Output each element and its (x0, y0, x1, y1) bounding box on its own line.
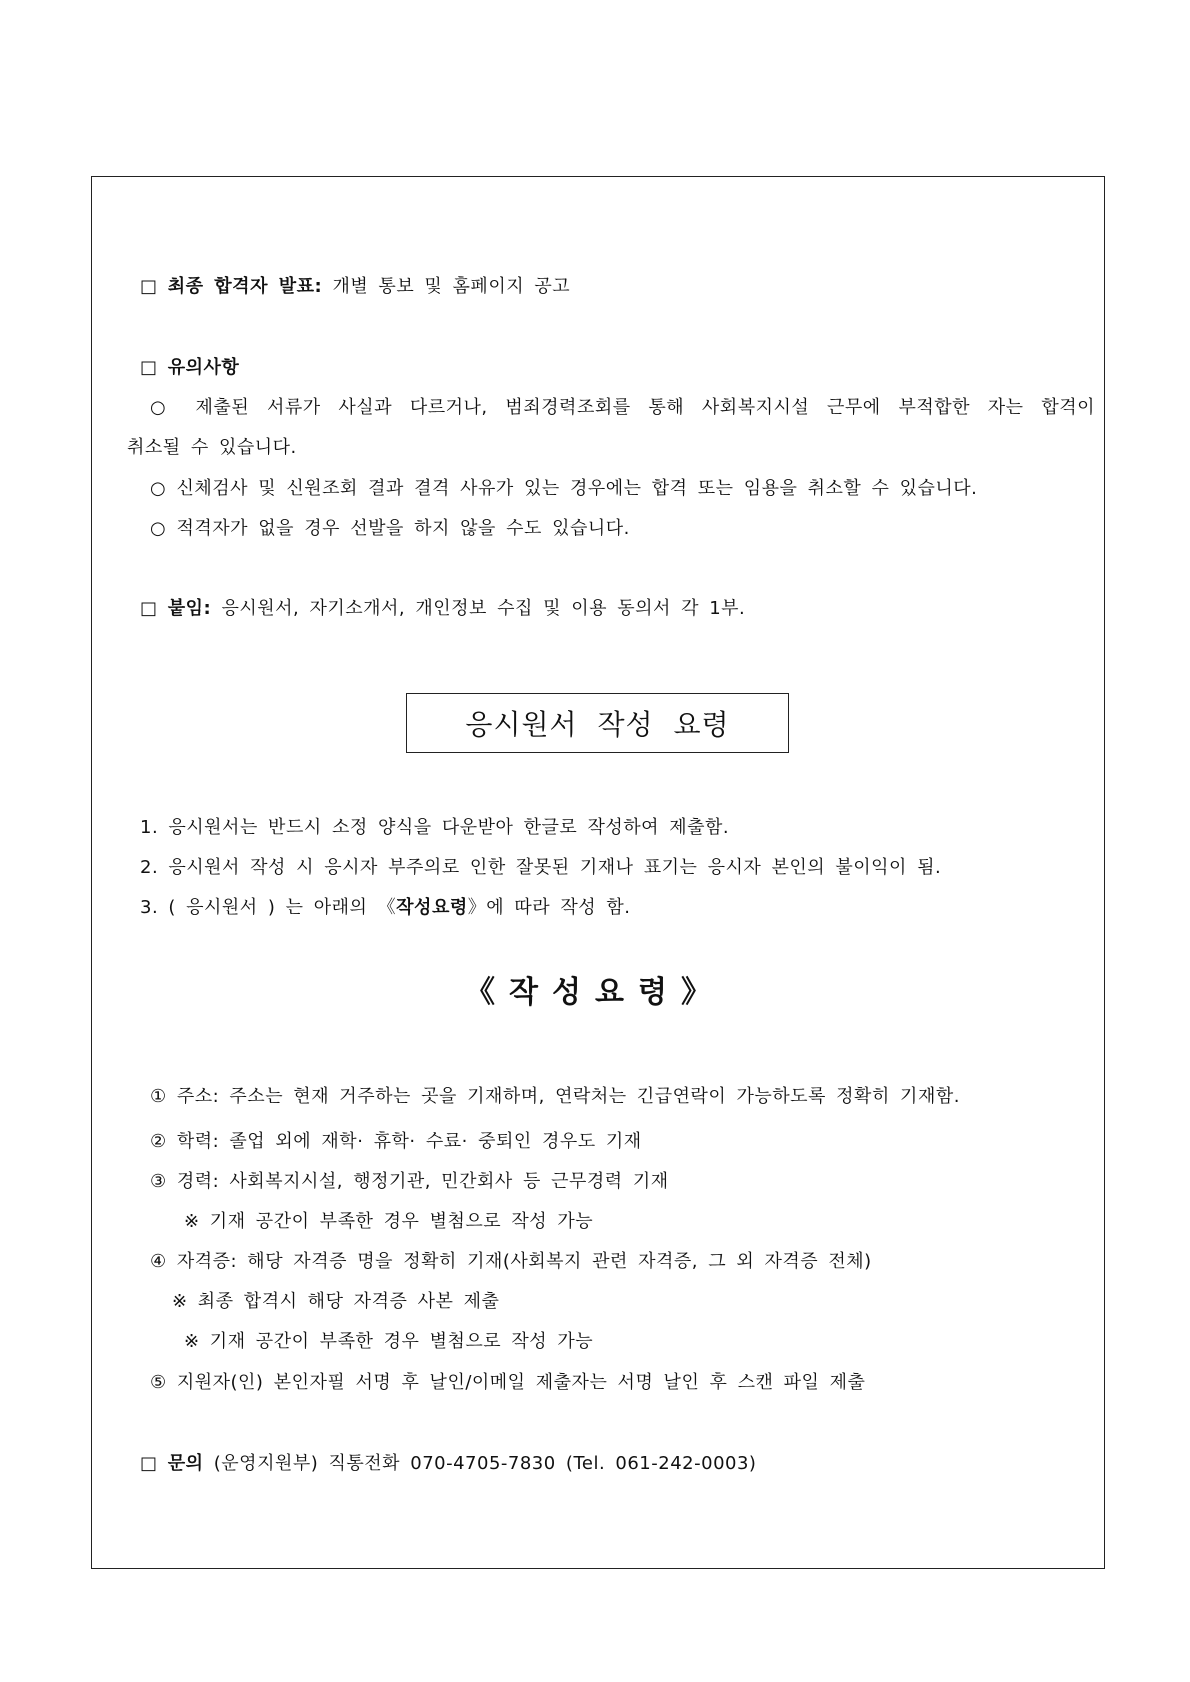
writing-guide-title: 《작성요령》 (465, 975, 725, 1010)
attachment-line (140, 597, 745, 621)
section-title: 응시원서 작성 요령 (465, 708, 730, 741)
guide-item-signature: ⑤ 지원자(인) 본인자필 서명 후 날인/이메일 제출자는 서명 날인 후 스캔 파일 제출 (150, 1372, 866, 1393)
guide-item-career: ③ 경력: 사회복지시설, 행정기관, 민간회사 등 근무경력 기재 (150, 1171, 669, 1192)
guide-item-address: ① 주소: 주소는 현재 거주하는 곳을 기재하며, 연락처는 긴급연락이 가능하도록 정확히 기재함. (150, 1086, 960, 1107)
checkbox-marker: □ (140, 357, 158, 378)
guide-note: ※ 기재 공간이 부족한 경우 별첨으로 작성 가능 (184, 1211, 594, 1232)
notes-item-1-line2: 취소될 수 있습니다. (127, 437, 297, 458)
guide-item-education: ② 학력: 졸업 외에 재학· 휴학· 수료· 중퇴인 경우도 기재 (150, 1131, 642, 1152)
checkbox-marker: □ (140, 598, 158, 619)
checkbox-marker: □ (140, 1453, 158, 1474)
attachment-text: 응시원서, 자기소개서, 개인정보 수집 및 이용 동의서 각 1부. (221, 598, 746, 619)
notes-item-3 (150, 517, 630, 541)
notes-heading (140, 356, 239, 380)
checkbox-marker: □ (140, 276, 158, 297)
instruction-3-prefix: 3. ( 응시원서 ) 는 아래의 (140, 897, 368, 918)
attachment-label: 붙임: (167, 598, 212, 619)
notes-label: 유의사항 (167, 357, 240, 378)
announcement-line (140, 275, 570, 299)
contact-line (140, 1452, 756, 1476)
guide-item-certificate: ④ 자격증: 해당 자격증 명을 정확히 기재(사회복지 관련 자격증, 그 외 자격증 전체) (150, 1251, 872, 1272)
circle-marker: ○ (150, 518, 167, 539)
notes-item-text: 신체검사 및 신원조회 결과 결격 사유가 있는 경우에는 합격 또는 임용을 취소할 수 있습니다. (176, 478, 978, 499)
instruction-3-suffix: 에 따라 작성 함. (486, 897, 631, 918)
instruction-2: 2. 응시원서 작성 시 응시자 부주의로 인한 잘못된 기재나 표기는 응시자 본인의 불이익이 됨. (140, 857, 942, 878)
instruction-3-bold: 작성요령 (396, 897, 468, 918)
notes-item-text: 적격자가 없을 경우 선발을 하지 않을 수도 있습니다. (176, 518, 630, 539)
announcement-label: 최종 합격자 발표: (167, 276, 323, 297)
instruction-3-open: 《 (377, 897, 397, 918)
guide-note: ※ 최종 합격시 해당 자격증 사본 제출 (172, 1291, 500, 1312)
circle-marker: ○ (150, 478, 167, 499)
announcement-text: 개별 통보 및 홈페이지 공고 (332, 276, 571, 297)
instruction-3-close: 》 (467, 897, 487, 918)
section-title-box (406, 693, 789, 753)
contact-label: 문의 (167, 1453, 204, 1474)
guide-note: ※ 기재 공간이 부족한 경우 별첨으로 작성 가능 (184, 1331, 594, 1352)
instruction-3 (140, 896, 630, 920)
notes-item-1-line1 (150, 396, 1095, 420)
notes-item-text: 제출된 서류가 사실과 다르거나, 범죄경력조회를 통해 사회복지시설 근무에 부적합한 자는 합격이 (195, 397, 1095, 418)
circle-marker: ○ (150, 397, 178, 418)
instruction-1: 1. 응시원서는 반드시 소정 양식을 다운받아 한글로 작성하여 제출함. (140, 817, 730, 838)
notes-item-2 (150, 477, 977, 501)
contact-text: (운영지원부) 직통전화 070-4705-7830 (Tel. 061-242-0003) (213, 1453, 757, 1474)
